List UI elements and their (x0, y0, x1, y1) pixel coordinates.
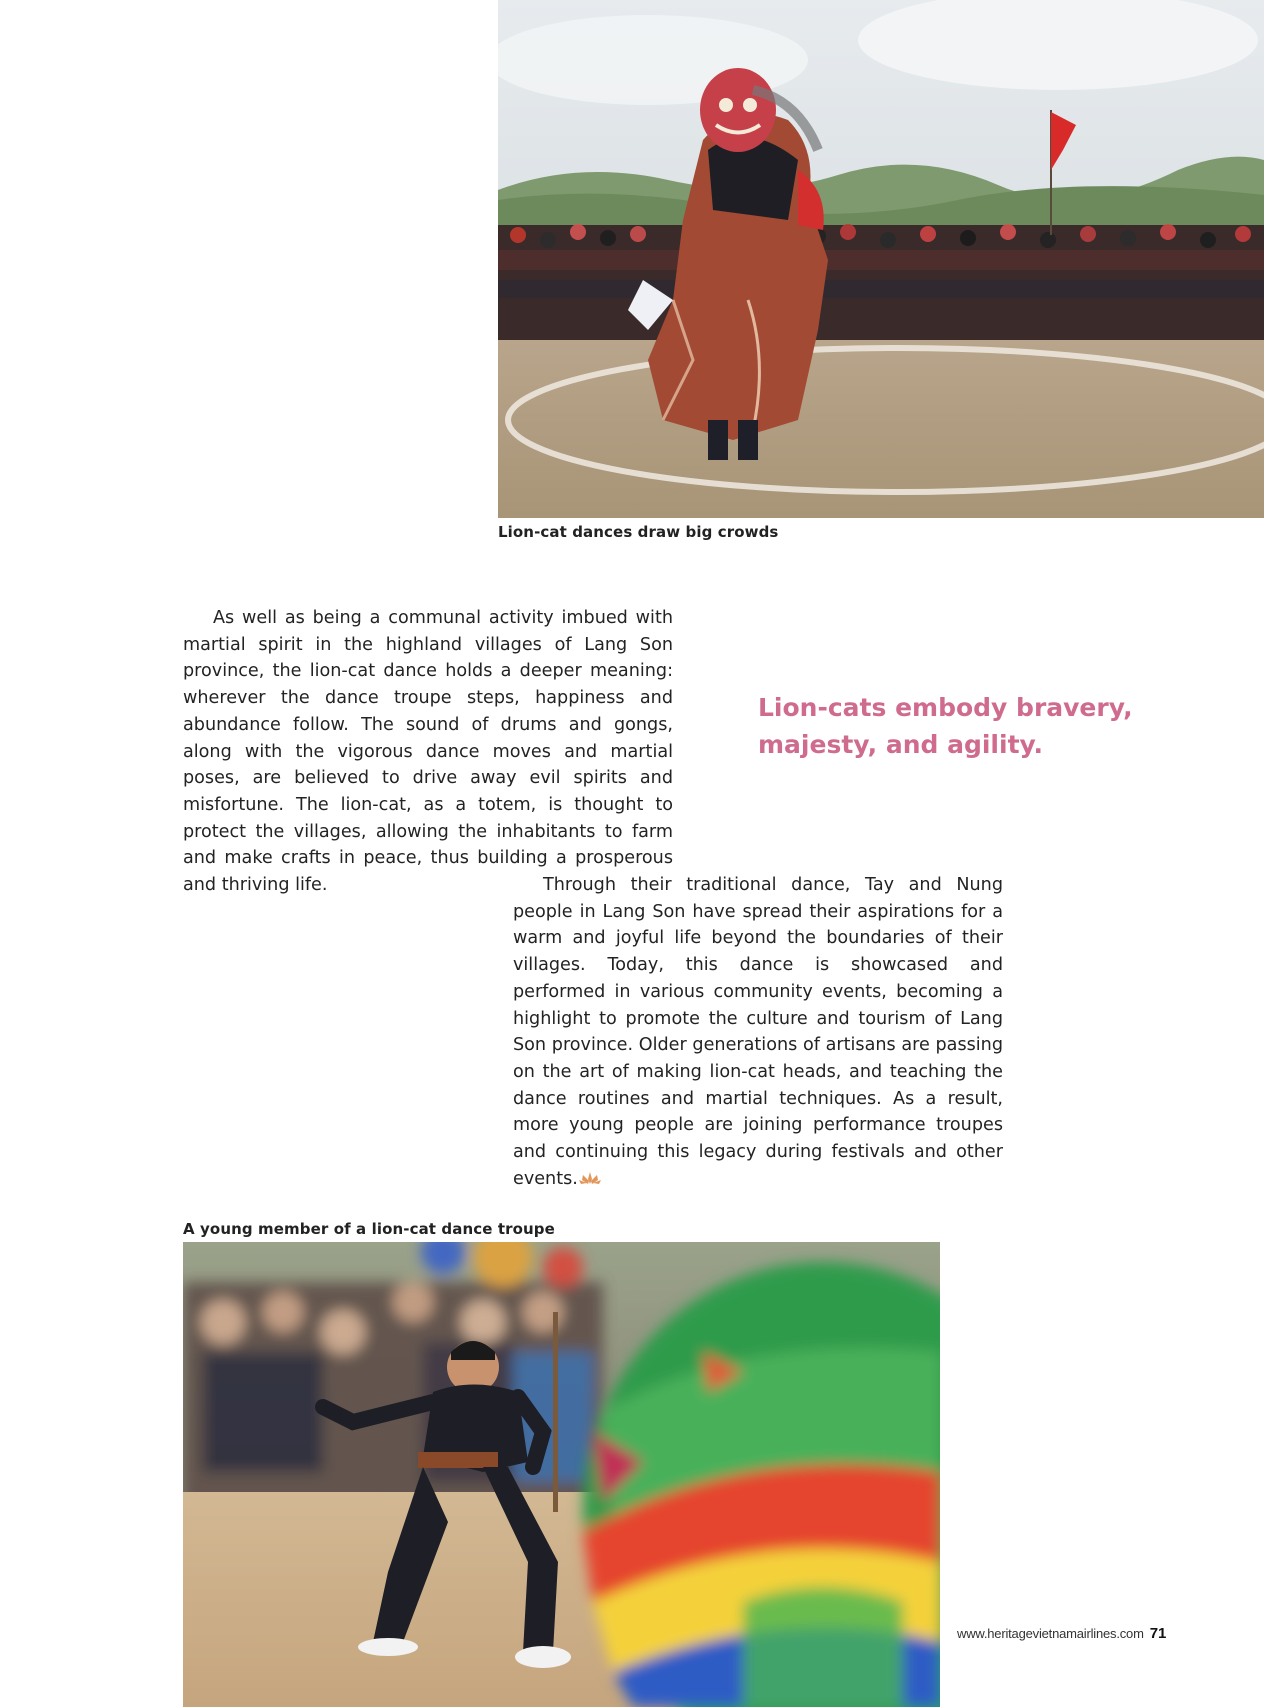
article-paragraph-2 (513, 872, 1003, 1192)
footer-website-link[interactable]: www.heritagevietnamairlines.com (957, 1626, 1144, 1641)
bottom-photo-caption: A young member of a lion-cat dance troupe (183, 1220, 555, 1238)
lion-cat-crowd-photo (498, 0, 1264, 518)
young-performer-photo (183, 1242, 940, 1707)
top-photo-caption: Lion-cat dances draw big crowds (498, 523, 779, 541)
lotus-end-mark-icon (579, 1171, 601, 1185)
pull-quote: Lion-cats embody bravery, majesty, and agility. (758, 693, 1133, 759)
page-footer (957, 1625, 1166, 1643)
paragraph-1-text: As well as being a communal activity imbued with martial spirit in the highland villages of Lang Son province, the lion-cat dance holds a deeper meaning: wherever the dance troupe steps, happiness and abundance follow. The sound of drums and gongs, along with the vigorous dance moves and martial poses, are believed to drive away evil spirits and misfortune. The lion-cat, as a totem, is thought to protect the villages, allowing the inhabitants to farm and make crafts in peace, thus building a prosperous and thriving life. (183, 608, 673, 896)
page-number: 71 (1149, 1625, 1167, 1642)
article-paragraph-1 (183, 605, 673, 899)
paragraph-2-text: Through their traditional dance, Tay and Nung people in Lang Son have spread their aspirations for a warm and joyful life beyond the boundaries of their villages. Today, this dance is showcased and performed in various community events, becoming a highlight to promote the culture and tourism of Lang Son province. Older generations of artisans are passing on the art of making lion-cat heads, and teaching the dance routines and martial techniques. As a result, more young people are joining performance troupes and continuing this legacy during festivals and other events. (513, 875, 1003, 1189)
